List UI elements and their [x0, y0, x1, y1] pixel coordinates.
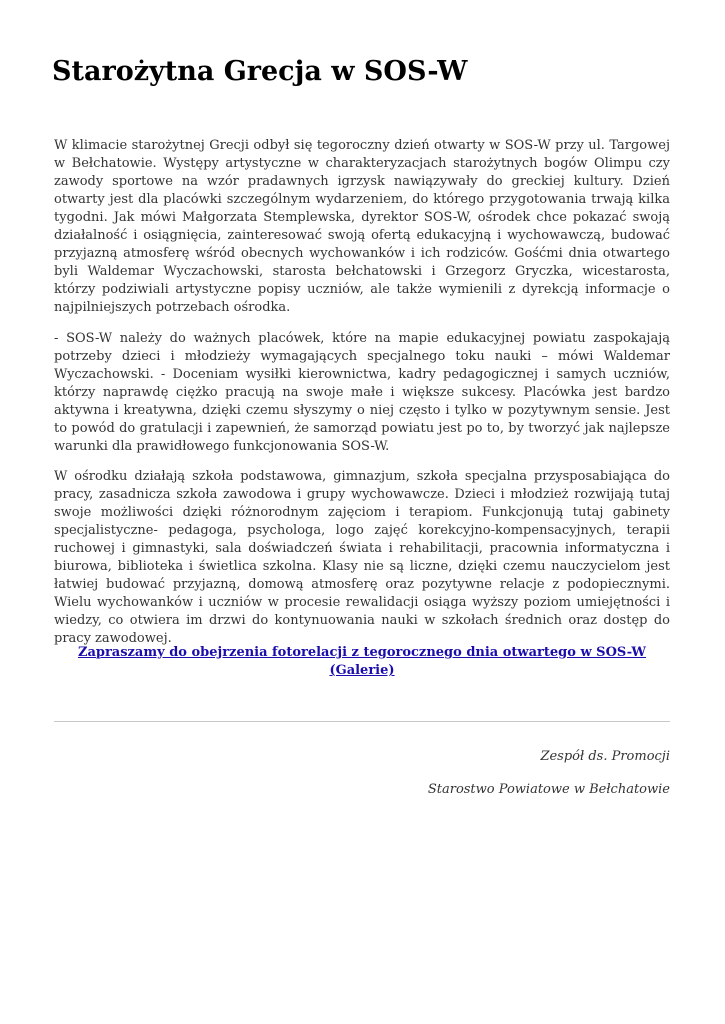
signature-team: Zespół ds. Promocji	[540, 749, 670, 764]
gallery-link[interactable]: Zapraszamy do obejrzenia fotorelacji z tegorocznego dnia otwartego w SOS-W (Galerie)	[77, 645, 647, 678]
signature-office: Starostwo Powiatowe w Bełchatowie	[427, 782, 670, 797]
article-paragraph-3: W ośrodku działają szkoła podstawowa, gimnazjum, szkoła specjalna przysposabiająca do pracy, zasadnicza szkoła zawodowa i grupy wychowawcze. Dzieci i młodzież rozwijają tutaj swoje możliwości dzięki różnorodnym zajęciom i terapiom. Funkcjonują tutaj gabinety specjalistyczne- pedagoga, psychologa, logo zajęć korekcyjno-kompensacyjnych, terapii ruchowej i gimnastyki, sala doświadczeń świata i rehabilitacji, pracownia informatyczna i biurowa, biblioteka i świetlica szkolna. Klasy nie są liczne, dzięki czemu nauczycielom jest łatwiej budować przyjazną, domową atmosferę oraz pozytywne relacje z podopiecznymi. Wielu wychowanków i uczniów w procesie rewalidacji osiąga wyższy poziom umiejętności i wiedzy, co otwiera im drzwi do kontynuowania nauki w szkołach średnich oraz dostęp do pracy zawodowej.	[54, 469, 670, 646]
article-paragraph-1: W klimacie starożytnej Grecji odbył się tegoroczny dzień otwarty w SOS-W przy ul. Targowej w Bełchatowie. Występy artystyczne w charakteryzacjach starożytnych bogów Olimpu czy zawody sportowe na wzór pradawnych igrzysk nawiązywały do greckiej kultury. Dzień otwarty jest dla placówki szczególnym wydarzeniem, do którego przygotowania trwają kilka tygodni. Jak mówi Małgorzata Stemplewska, dyrektor SOS-W, ośrodek chce pokazać swoją działalność i osiągnięcia, zainteresować swoją ofertą edukacyjną i wychowawczą, budować przyjazną atmosferę wśród obecnych wychowanków i ich rodziców. Gośćmi dnia otwartego byli Waldemar Wyczachowski, starosta bełchatowski i Grzegorz Gryczka, wicestarosta, którzy podziwiali artystyczne popisy uczniów, ale także wymienili z dyrekcją informacje o najpilniejszych potrzebach ośrodka.	[54, 138, 670, 315]
divider	[54, 721, 670, 722]
gallery-link-row	[54, 644, 670, 680]
article-paragraph-2: - SOS-W należy do ważnych placówek, które na mapie edukacyjnej powiatu zaspokajają potrzeby dzieci i młodzieży wymagających specjalnego toku nauki – mówi Waldemar Wyczachowski. - Doceniam wysiłki kierownictwa, kadry pedagogicznej i samych uczniów, którzy naprawdę ciężko pracują na swoje małe i większe sukcesy. Placówka jest bardzo aktywna i kreatywna, dzięki czemu słyszymy o niej często i tylko w pozytywnym sensie. Jest to powód do gratulacji i zapewnień, że samorząd powiatu jest po to, by tworzyć jak najlepsze warunki dla prawidłowego funkcjonowania SOS-W.	[54, 331, 670, 454]
page-title: Starożytna Grecja w SOS-W	[52, 56, 468, 87]
